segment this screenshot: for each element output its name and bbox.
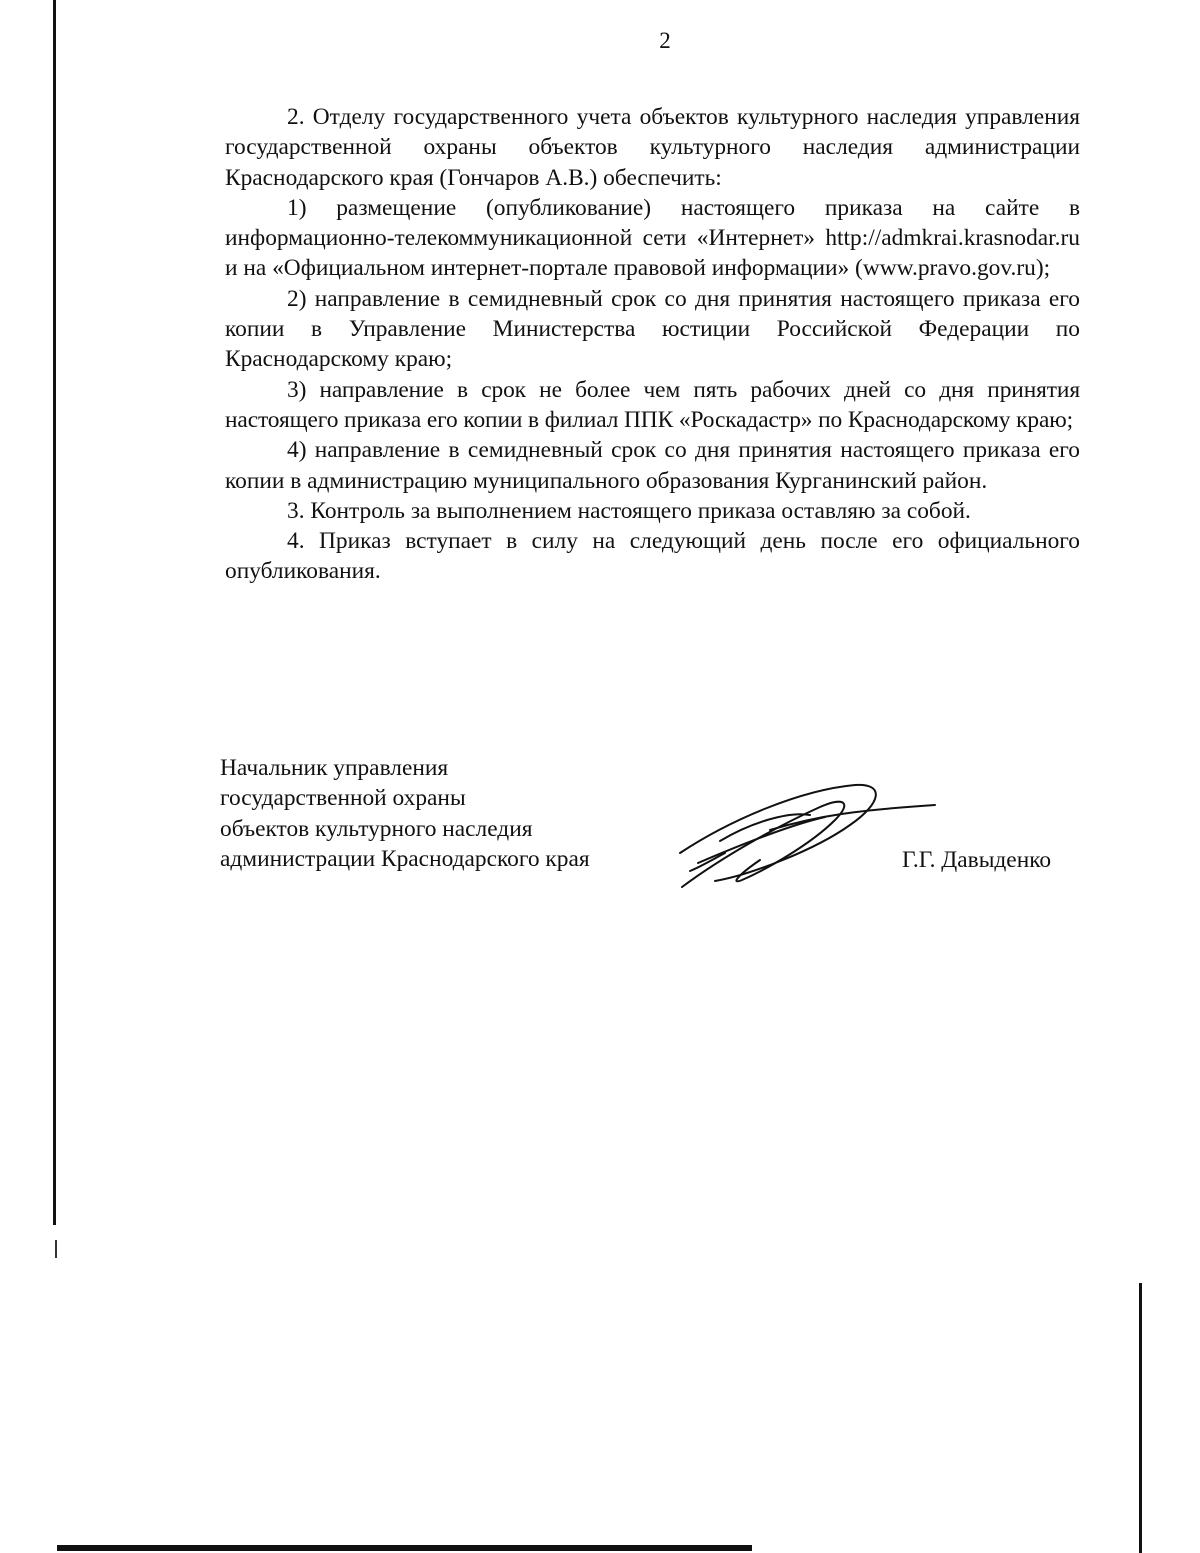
signatory-position: [220, 753, 690, 874]
page-number: 2: [659, 28, 671, 53]
handwritten-signature: [670, 775, 950, 900]
paragraph-item-2: 2. Отделу государственного учета объектов культурного наследия управления государственной охраны объектов культурного наследия администрации Краснодарского края (Гончаров А.В.) обеспечить:: [225, 104, 1080, 191]
scan-edge-left: [53, 0, 56, 1225]
scan-edge-mark: [55, 1240, 57, 1258]
signatory-position-line: государственной охраны: [220, 785, 466, 812]
signatory-position-line: администрации Краснодарского края: [220, 845, 590, 872]
paragraph-subitem-2: 2) направление в семидневный срок со дня принятия настоящего приказа его копии в Управление Министерства юстиции Российской Федерации по Краснодарскому краю;: [225, 285, 1080, 373]
paragraph-subitem-4: 4) направление в семидневный срок со дня принятия настоящего приказа его копии в администрацию муниципального образования Курганинский район.: [225, 437, 1080, 494]
order-body: [225, 102, 1080, 587]
paragraph-subitem-3: 3) направление в срок не более чем пять рабочих дней со дня принятия настоящего приказа его копии в филиал ППК «Роскадастр» по Краснодарскому краю;: [225, 376, 1080, 433]
paragraph-item-3: 3. Контроль за выполнением настоящего приказа оставляю за собой.: [287, 497, 971, 524]
scan-edge-bottom: [57, 1545, 752, 1551]
paragraph-item-4: 4. Приказ вступает в силу на следующий день после его официального опубликования.: [225, 528, 1080, 585]
signatory-position-line: объектов культурного наследия: [220, 815, 533, 842]
scan-edge-right: [1139, 1283, 1142, 1553]
signatory-name: Г.Г. Давыденко: [902, 847, 1052, 873]
signatory-position-line: Начальник управления: [220, 755, 449, 781]
paragraph-subitem-1: 1) размещение (опубликование) настоящего приказа на сайте в информационно-телекоммуникационной сети «Интернет» http://admkrai.krasnodar.ru и на «Официальном интернет-портале правовой информации» (www.pravo.gov.ru);: [225, 194, 1080, 282]
